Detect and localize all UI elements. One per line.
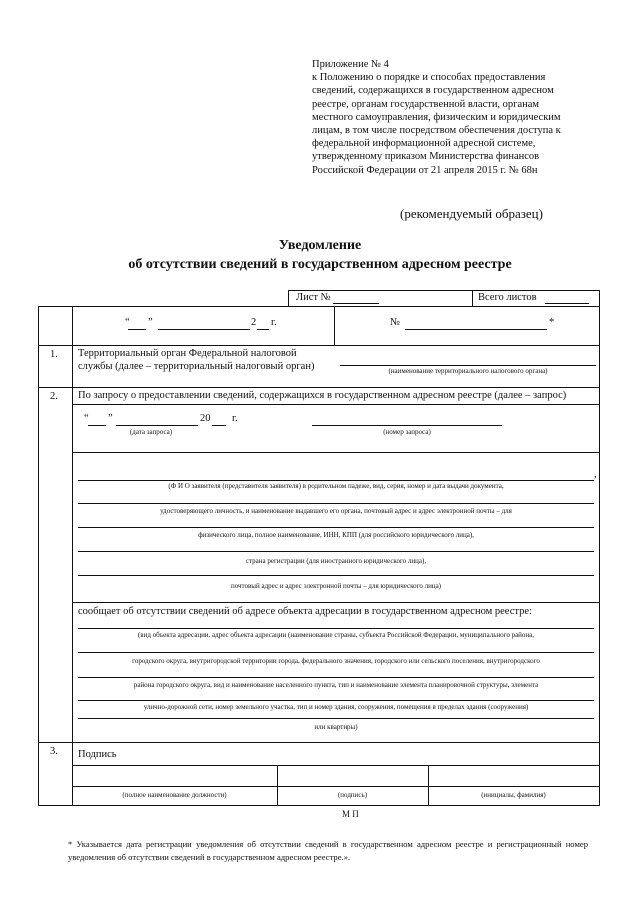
form-rule-line xyxy=(38,742,600,743)
form-rule-line xyxy=(88,425,106,426)
sheet-label: Лист № xyxy=(296,292,331,303)
form-rule-line xyxy=(545,303,589,304)
form-rule-line xyxy=(38,387,600,388)
object-caption: или квартиры) xyxy=(314,723,358,731)
form-rule-line xyxy=(333,303,379,304)
request-date-quote-right: ” xyxy=(108,413,113,424)
applicant-caption: физического лица, полное наименование, ИНН, КПП (для российского юридического лица), xyxy=(198,531,474,539)
section-1-text: Территориальный орган Федеральной налоговой xyxy=(78,348,297,359)
section-1-caption: (наименование территориального налогового органа) xyxy=(388,367,548,375)
section-3-number: 3. xyxy=(50,746,58,757)
appendix-line: к Положению о порядке и способах предоставления xyxy=(312,72,546,84)
form-rule-line xyxy=(277,765,278,806)
form-rule-line xyxy=(212,425,226,426)
recommended-sample: (рекомендуемый образец) xyxy=(400,206,543,221)
form-rule-line xyxy=(72,452,600,453)
section-1-number: 1. xyxy=(50,349,58,360)
applicant-caption: почтовый адрес и адрес электронной почты – для юридического лица) xyxy=(230,582,442,590)
stamp-place: М П xyxy=(342,809,359,819)
form-rule-line xyxy=(312,425,502,426)
form-rule-line xyxy=(78,551,594,552)
appendix-line: лицам, в том числе посредством обеспечения доступа к xyxy=(312,125,561,137)
form-rule-line xyxy=(78,652,594,653)
form-rule-line xyxy=(72,404,600,405)
appendix-line: федеральной информационной адресной системе, xyxy=(312,138,536,150)
reports-absence-text: сообщает об отсутствии сведений об адресе объекта адресации в государственном адресном реестре: xyxy=(78,606,532,617)
footnote: * Указывается дата регистрации уведомления об отсутствии сведений в государственном адресном реестре и регистрационный номер уведомления об отсутствии сведений в государственном адресном реестре.». xyxy=(68,839,588,862)
footnote-star: * xyxy=(549,317,555,328)
date-suffix: г. xyxy=(271,317,277,328)
applicant-caption: страна регистрации (для иностранного юридического лица), xyxy=(245,557,427,565)
request-number-caption: (номер запроса) xyxy=(383,428,431,436)
form-rule-line xyxy=(257,329,269,330)
form-rule-line xyxy=(78,575,594,576)
section-2-heading: По запросу о предоставлении сведений, содержащихся в государственном адресном реестре (далее – запрос) xyxy=(78,390,567,401)
appendix-line: Российской Федерации от 21 апреля 2015 г. № 68н xyxy=(312,164,538,176)
initials-caption: (инициалы, фамилия) xyxy=(481,791,546,799)
form-rule-line xyxy=(288,290,600,291)
document-subtitle: об отсутствии сведений в государственном адресном реестре xyxy=(128,257,512,272)
request-date-caption: (дата запроса) xyxy=(129,428,173,436)
form-rule-line xyxy=(599,290,600,806)
form-rule-line xyxy=(38,306,39,806)
form-rule-line xyxy=(72,786,600,787)
object-caption: улично-дорожной сети, номер земельного участка, тип и номер здания, сооружения, помещения в пределах здания (сооружения) xyxy=(143,703,529,711)
request-date-year: 20 xyxy=(200,413,211,424)
number-label: № xyxy=(390,317,401,328)
form-rule-line xyxy=(78,677,594,678)
applicant-caption: (Ф И О заявителя (представителя заявителя) в родительном падеже, вид, серия, номер и дата выдачи документа, xyxy=(168,482,504,490)
form-rule-line xyxy=(158,329,250,330)
date-quote-left: “ xyxy=(125,317,130,328)
form-rule-line xyxy=(38,306,600,307)
form-rule-line xyxy=(405,329,547,330)
form-rule-line xyxy=(78,718,594,719)
form-rule-line xyxy=(78,480,594,481)
applicant-caption: удостоверяющего личность, и наименование выдавшего его органа, почтовый адрес и адрес электронной почты – для xyxy=(160,507,512,515)
form-rule-line xyxy=(334,306,335,346)
form-rule-line xyxy=(38,345,600,346)
form-rule-line xyxy=(78,527,594,528)
object-caption: городского округа, внутригородской территории города, федерального значения, городского или сельского поселения, внутригородского xyxy=(132,657,540,665)
form-rule-line xyxy=(78,503,594,504)
appendix-line: сведений, содержащихся в государственном адресном xyxy=(312,85,554,97)
appendix-line: утвержденному приказом Министерства финансов xyxy=(312,151,540,163)
document-title: Уведомление xyxy=(278,238,362,253)
form-rule-line xyxy=(340,365,596,366)
appendix-line: местного самоуправления, физическим и юридическим xyxy=(312,111,561,123)
form-rule-line xyxy=(38,805,600,806)
object-caption: района городского округа, вид и наименование населенного пункта, тип и наименование элемента планировочной структуры, элемента xyxy=(133,681,539,689)
object-caption: (вид объекта адресации, адрес объекта адресации (наименование страны, субъекта Российской Федерации, муниципального района, xyxy=(137,631,535,639)
form-rule-line xyxy=(116,425,198,426)
appendix-line: реестре, органам государственной власти, органам xyxy=(312,98,540,110)
form-rule-line xyxy=(78,628,594,629)
applicant-comma: , xyxy=(594,469,597,480)
date-year: 2 xyxy=(251,317,257,328)
section-2-number: 2. xyxy=(50,391,58,402)
request-date-quote-left: “ xyxy=(84,413,89,424)
form-rule-line xyxy=(72,765,600,766)
date-quote-right: ” xyxy=(148,317,153,328)
signature-label: Подпись xyxy=(78,749,117,760)
position-caption: (полное наименование должности) xyxy=(122,791,227,799)
form-rule-line xyxy=(78,700,594,701)
request-date-suffix: г. xyxy=(232,413,238,424)
appendix-header xyxy=(312,58,612,177)
form-rule-line xyxy=(128,329,146,330)
form-rule-line xyxy=(288,290,289,306)
signature-caption: (подпись) xyxy=(337,791,368,799)
total-sheets-label: Всего листов xyxy=(478,292,537,303)
appendix-number: Приложение № 4 xyxy=(312,59,389,70)
form-rule-line xyxy=(72,602,600,603)
form-rule-line xyxy=(428,765,429,806)
form-rule-line xyxy=(472,290,473,306)
section-1-text: службы (далее – территориальный налоговый орган) xyxy=(78,361,315,372)
form-rule-line xyxy=(72,306,73,806)
